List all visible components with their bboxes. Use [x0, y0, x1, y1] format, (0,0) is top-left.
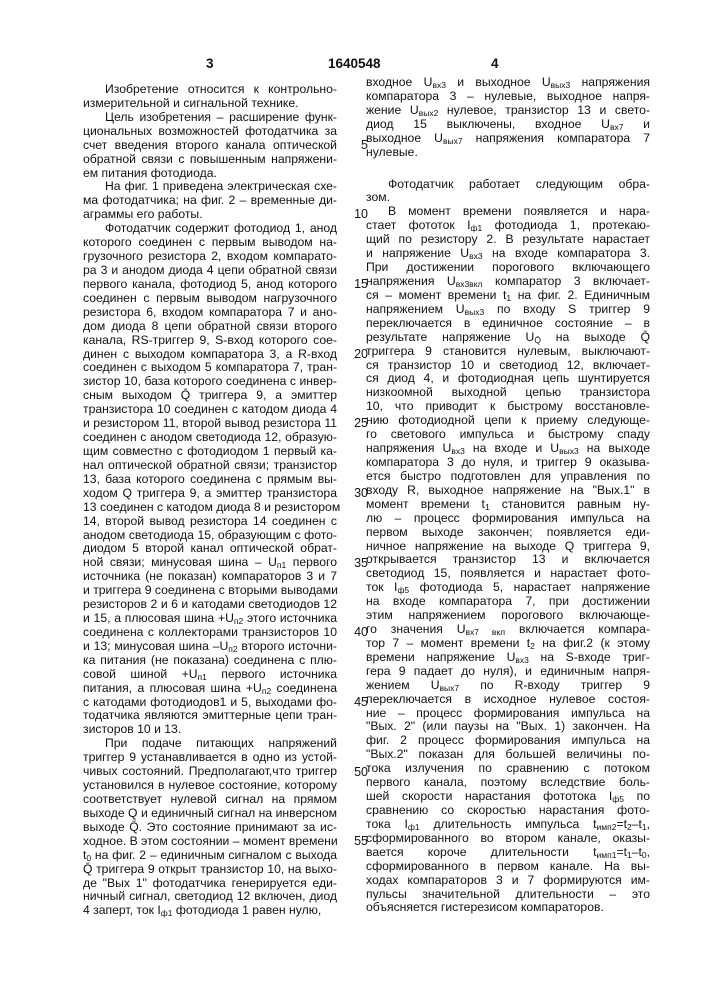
text-line: соединен с анодом светодиода 12, образую-: [83, 431, 337, 445]
text-line: измерительной и сигнальной технике.: [83, 97, 337, 111]
text-line: 10, что приводит к быстрому восстановле-: [366, 400, 650, 414]
text-line: дом диода 8 цепи обратной связи второго: [83, 320, 337, 334]
text-line: триггера 9 становится нулевым, выключают-: [366, 345, 650, 359]
text-line: ра 3 и анодом диода 4 цепи обратной связи: [83, 264, 337, 278]
text-line: нал оптической обратной связи; транзистор: [83, 459, 337, 473]
text-line: ся диод 4, и фотодиодная цепь шунтируется: [366, 372, 650, 386]
text-line: Q̄ триггера 9 открыт транзистор 10, на выхо-: [83, 863, 337, 877]
text-line: и триггера 9 соединена с вторыми выводами: [83, 584, 337, 598]
text-line: "Вых. 2" (или паузы на "Вых. 1) закончен. На: [366, 720, 650, 734]
line-number: 10: [348, 208, 368, 222]
text-line: де "Вых 1" фотодатчика генерируется еди-: [83, 877, 337, 891]
text-line: триггер 9 устанавливается в одно из устой-: [83, 751, 337, 765]
paragraph: [83, 180, 337, 222]
text-line: тока излучения по сравнению с потоком: [366, 762, 650, 776]
paragraph: [366, 205, 650, 915]
line-number: 40: [348, 626, 368, 640]
text-line: лю – процесс формирования импульса на: [366, 512, 650, 526]
text-line: соединен с выходом 5 компаратора 7, тран-: [83, 361, 337, 375]
text-line: аграммы его работы.: [83, 208, 337, 222]
text-line: времени напряжение Uвх3 на S-входе триг-: [366, 651, 650, 665]
text-line: циональных возможностей фотодатчика за: [83, 125, 337, 139]
text-line: объясняется гистерезисом компараторов.: [366, 901, 650, 915]
text-line: низкоомной выходной цепью транзистора: [366, 386, 650, 400]
text-line: ничный сигнал, светодиод 12 включен, диод: [83, 890, 337, 904]
text-line: и резистором 11, второй вывод резистора 11: [83, 417, 337, 431]
text-line: На фиг. 1 приведена электрическая схе-: [83, 180, 337, 194]
text-line: переключается в исходное нулевое состоя-: [366, 693, 650, 707]
text-line: резистора 6, входом компаратора 7 и ано-: [83, 306, 337, 320]
text-line: этим напряжением порогового включающе-: [366, 609, 650, 623]
left-text-column: [83, 83, 337, 918]
text-line: и 13; минусовая шина –Uп2 второго источни-: [83, 640, 337, 654]
text-line: Фотодатчик содержит фотодиод 1, анод: [83, 222, 337, 236]
text-line: В момент времени появляется и нара-: [366, 205, 650, 219]
paragraph: [83, 111, 337, 181]
text-line: При подаче питающих напряжений: [83, 737, 337, 751]
text-line: светодиод 15, появляется и нарастает фото-: [366, 567, 650, 581]
text-line: Фотодатчик работает следующим обра-: [366, 178, 650, 192]
text-line: нию фотодиодной цепи к приему следующе-: [366, 414, 650, 428]
text-line: стает фототок Iф1 фотодиода 1, протекаю-: [366, 219, 650, 233]
text-line: 13, база которого соединена с прямым вы-: [83, 473, 337, 487]
text-line: тодатчика являются эмиттерные цепи тран-: [83, 709, 337, 723]
text-line: го светового импульса и быстрому спаду: [366, 428, 650, 442]
text-line: питания, а плюсовая шина +Uп2 соединена: [83, 682, 337, 696]
text-line: зисторов 10 и 13.: [83, 723, 337, 737]
text-line: и напряжение Uвх3 на входе компаратора 3.: [366, 247, 650, 261]
spacer: [366, 160, 650, 178]
text-line: установился в нулевое состояние, которому: [83, 779, 337, 793]
text-line: диодом 5 второй канал оптической обрат-: [83, 542, 337, 556]
text-line: обратной связи с повышенным напряжени-: [83, 153, 337, 167]
text-line: ется быстро подготовлен для управления по: [366, 470, 650, 484]
text-line: выходе Q и единичный сигнал на инверсном: [83, 807, 337, 821]
patent-number: 1640548: [328, 56, 381, 72]
text-line: зом.: [366, 191, 650, 205]
text-line: открывается транзистор 13 и включается: [366, 553, 650, 567]
paragraph: [83, 83, 337, 111]
text-line: выходное Uвых7 напряжения компаратора 7: [366, 132, 650, 146]
text-line: соответствует нулевой сигнал на прямом: [83, 793, 337, 807]
text-line: t0 на фиг. 2 – единичным сигналом с выхода: [83, 849, 337, 863]
text-line: совой шиной +Uп1 первого источника: [83, 668, 337, 682]
text-line: щий по резистору 2. В результате нарастает: [366, 233, 650, 247]
paragraph: [366, 178, 650, 206]
text-line: ся транзистор 10 и светодиод 12, включает-: [366, 359, 650, 373]
text-line: нулевые.: [366, 146, 650, 160]
text-line: ка питания (не показана) соединена с плю-: [83, 654, 337, 668]
text-line: диод 15 выключены, входное Uвх7 и: [366, 118, 650, 132]
text-line: счет введения второго канала оптической: [83, 139, 337, 153]
text-line: Изобретение относится к контрольно-: [83, 83, 337, 97]
text-line: 4 заперт, ток Iф1 фотодиода 1 равен нулю,: [83, 904, 337, 918]
paragraph: [83, 737, 337, 918]
line-number: 25: [348, 417, 368, 431]
text-line: первого канала, фотодиод 5, анод которого: [83, 278, 337, 292]
text-line: При достижении порогового включающего: [366, 261, 650, 275]
text-line: соединена с коллекторами транзисторов 10: [83, 626, 337, 640]
text-line: компаратора 3 – нулевые, выходное напря-: [366, 90, 650, 104]
text-line: которого соединен с первым выводом на-: [83, 236, 337, 250]
text-line: входу R, выходное напряжение на "Вых.1" в: [366, 484, 650, 498]
text-line: первом выходе закончен; появляется еди-: [366, 526, 650, 540]
text-line: ние – процесс формирования импульса на: [366, 707, 650, 721]
text-line: первого канала, поэтому вследствие боль-: [366, 776, 650, 790]
text-line: на входе компаратора 7, при достижении: [366, 595, 650, 609]
line-number: 15: [348, 278, 368, 292]
text-line: соединен с первым выводом нагрузочного: [83, 292, 337, 306]
text-line: напряжения Uвх3вкл компаратор 3 включает-: [366, 275, 650, 289]
text-line: компаратора 3 до нуля, и триггер 9 оказыва-: [366, 456, 650, 470]
text-line: жением Uвых7 по R-входу триггер 9: [366, 679, 650, 693]
text-line: шей скорости нарастания фототока Iф5 по: [366, 790, 650, 804]
paragraph: [83, 222, 337, 737]
text-line: канала, RS-триггер 9, S-вход которого сое-: [83, 334, 337, 348]
text-line: грузочного резистора 2, входом компарато-: [83, 250, 337, 264]
line-number: 45: [348, 696, 368, 710]
text-line: ной связи; минусовая шина – Uп1 первого: [83, 556, 337, 570]
text-line: ходах компараторов 3 и 7 формируются им-: [366, 874, 650, 888]
text-line: сравнению со скоростью нарастания фото-: [366, 804, 650, 818]
text-line: динен с выходом компаратора 3, а R-вход: [83, 348, 337, 362]
text-line: напряжения Uвх3 на входе и Uвых3 на выходе: [366, 442, 650, 456]
text-line: чивых состояний. Предполагают,что триггер: [83, 765, 337, 779]
text-line: переключается в единичное состояние – в: [366, 317, 650, 331]
continued-paragraph: [366, 76, 650, 160]
text-line: результате напряжение UQ̄ на выходе Q̄: [366, 331, 650, 345]
text-line: гера 9 падает до нуля), и единичным напря-: [366, 665, 650, 679]
text-line: тор 7 – момент времени t2 на фиг.2 (к этому: [366, 637, 650, 651]
text-line: го значения Uвх7 вкл включается компара-: [366, 623, 650, 637]
text-line: жение Uвых2 нулевое, транзистор 13 и свето-: [366, 104, 650, 118]
line-number: 5: [348, 139, 368, 153]
text-line: сформированного во втором канале, оказы-: [366, 832, 650, 846]
text-line: резисторов 2 и 6 и катодами светодиодов 12: [83, 598, 337, 612]
text-line: вается короче длительности tимп1=t1–t0,: [366, 846, 650, 860]
line-number: 50: [348, 766, 368, 780]
text-line: с катодами фотодиодов1 и 5, выходами фо-: [83, 696, 337, 710]
text-line: Цель изобретения – расширение функ-: [83, 111, 337, 125]
text-line: ма фотодатчика; на фиг. 2 – временные ди-: [83, 194, 337, 208]
right-text-column: [366, 76, 650, 915]
line-number: 35: [348, 557, 368, 571]
text-line: ходом Q триггера 9, а эмиттер транзистора: [83, 487, 337, 501]
text-line: ем питания фотодиода.: [83, 167, 337, 181]
text-line: транзистора 10 соединен с катодом диода 4: [83, 403, 337, 417]
text-line: щим совместно с фотодиодом 1 первый ка-: [83, 445, 337, 459]
text-line: напряжением Uвых3 по входу S триггер 9: [366, 303, 650, 317]
line-number: 20: [348, 348, 368, 362]
text-line: ся – момент времени t1 на фиг. 2. Единичным: [366, 289, 650, 303]
text-line: и 15, а плюсовая шина +Uп2 этого источника: [83, 612, 337, 626]
text-line: сным выходом Q̄ триггера 9, а эмиттер: [83, 389, 337, 403]
text-line: момент времени t1 становится равным ну-: [366, 498, 650, 512]
text-line: "Вых.2" показан для большей величины по-: [366, 748, 650, 762]
text-line: выходе Q̄. Это состояние принимают за ис-: [83, 821, 337, 835]
text-line: анодом светодиода 15, образующим с фото-: [83, 529, 337, 543]
text-line: источника (не показан) компараторов 3 и 7: [83, 570, 337, 584]
text-line: зистор 10, база которого соединена с инвер-: [83, 375, 337, 389]
text-line: ток Iф5 фотодиода 5, нарастает напряжение: [366, 581, 650, 595]
text-line: тока Iф1 длительность импульса tимп2=t2–t1,: [366, 818, 650, 832]
line-number: 30: [348, 487, 368, 501]
text-line: входное Uвх3 и выходное Uвых3 напряжения: [366, 76, 650, 90]
text-line: пульсы значительной длительности – это: [366, 888, 650, 902]
left-page-number: 3: [206, 56, 214, 72]
text-line: ничное напряжение на выходе Q триггера 9,: [366, 540, 650, 554]
text-line: фиг. 2 процесс формирования импульса на: [366, 734, 650, 748]
right-page-number: 4: [491, 56, 499, 72]
text-line: сформированного в первом канале. На вы-: [366, 860, 650, 874]
text-line: 13 соединен с катодом диода 8 и резистором: [83, 501, 337, 515]
line-number: 55: [348, 835, 368, 849]
text-line: 14, второй вывод резистора 14 соединен с: [83, 515, 337, 529]
text-line: ходное. В этом состоянии – момент времени: [83, 835, 337, 849]
